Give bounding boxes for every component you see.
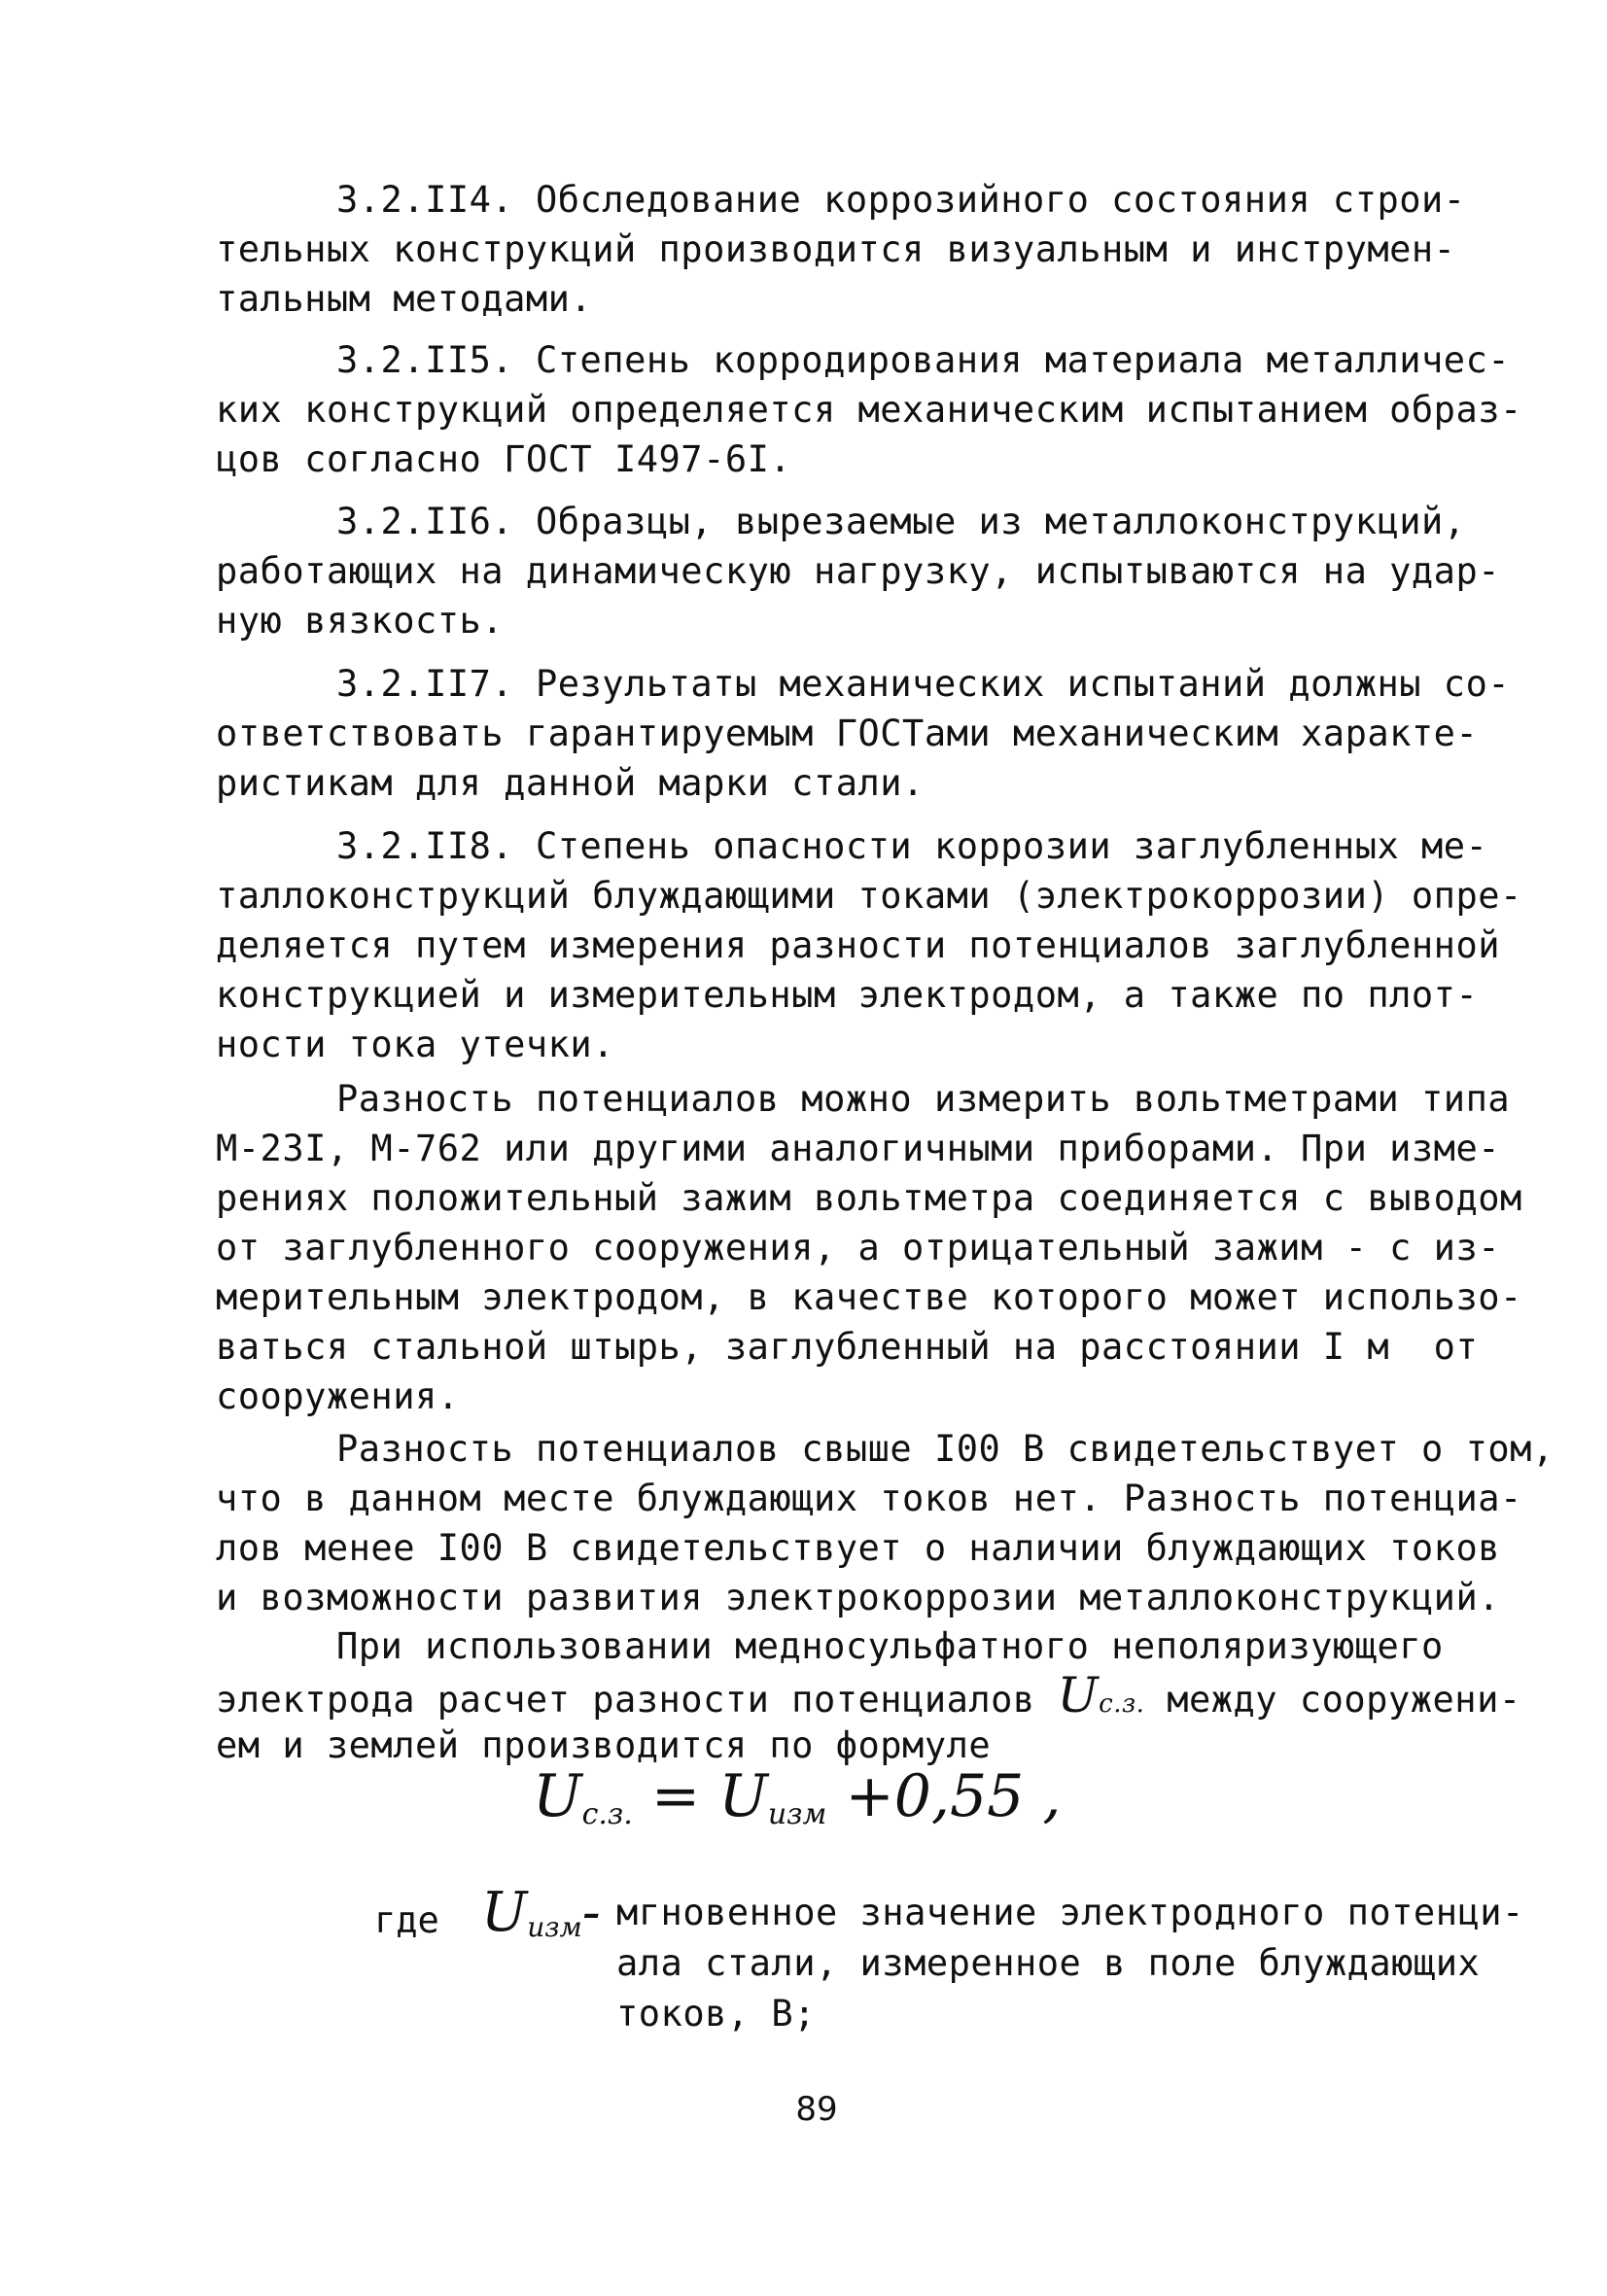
text-line: ответствовать гарантируемым ГОСТами механическим характе- xyxy=(216,713,1479,754)
text-line: мерительным электродом, в качестве которого может использо- xyxy=(216,1276,1522,1318)
formula-rhs-subscript: изм xyxy=(767,1797,827,1831)
formula xyxy=(533,1761,1061,1850)
page-number: 89 xyxy=(795,2090,838,2129)
text-line: ваться стальной штырь, заглубленный на расстоянии I м от xyxy=(216,1326,1479,1368)
text-line: ную вязкость. xyxy=(216,600,505,642)
where-label: где xyxy=(374,1899,439,1941)
where-symbol-subscript: изм xyxy=(527,1911,582,1943)
text-line: сооружения. xyxy=(216,1375,460,1417)
text-line: что в данном месте блуждающих токов нет. Разность потенциа- xyxy=(216,1478,1522,1519)
text-line: 3.2.II8. Степень опасности коррозии заглубленных ме- xyxy=(336,825,1488,867)
formula-rhs-symbol: U xyxy=(718,1762,768,1830)
text-line: работающих на динамическую нагрузку, испытываются на удар- xyxy=(216,550,1501,592)
text-fragment: электрода расчет разности потенциалов xyxy=(216,1679,1035,1721)
text-line: токов, В; xyxy=(616,1993,816,2035)
paragraph-3-2-115 xyxy=(216,335,1522,484)
text-line-with-symbol xyxy=(216,1667,1521,1723)
paragraph-threshold xyxy=(216,1424,1555,1622)
potential-symbol: U xyxy=(1057,1667,1100,1723)
text-line: При использовании медносульфатного неполяризующего xyxy=(336,1625,1444,1667)
formula-lhs-symbol: U xyxy=(533,1762,582,1830)
text-line: М-23I, М-762 или другими аналогичными приборами. При изме- xyxy=(216,1128,1501,1169)
where-definition xyxy=(616,1888,1524,2039)
text-line: цов согласно ГОСТ I497-6I. xyxy=(216,438,792,480)
text-line: конструкцией и измерительным электродом, а также по плот- xyxy=(216,974,1479,1016)
where-symbol xyxy=(481,1882,601,1959)
text-line: ала стали, измеренное в поле блуждающих xyxy=(616,1942,1481,1984)
paragraph-3-2-114 xyxy=(216,175,1466,324)
text-line: мгновенное значение электродного потенци- xyxy=(616,1892,1524,1933)
text-line: и возможности развития электрокоррозии металлоконструкций. xyxy=(216,1577,1501,1618)
text-line: Разность потенциалов можно измерить вольтметрами типа xyxy=(336,1078,1511,1120)
text-fragment: между сооружени- xyxy=(1167,1679,1521,1721)
where-dash: - xyxy=(581,1881,601,1944)
text-line: тельных конструкций производится визуальным и инструмен- xyxy=(216,228,1456,270)
text-line: деляется путем измерения разности потенциалов заглубленной xyxy=(216,924,1501,966)
text-line: от заглубленного сооружения, а отрицательный зажим - с из- xyxy=(216,1227,1501,1269)
formula-lhs-subscript: с.з. xyxy=(581,1797,633,1831)
text-line: ких конструкций определяется механическим испытанием образ- xyxy=(216,389,1522,431)
paragraph-voltmeter xyxy=(216,1074,1522,1421)
text-line: рениях положительный зажим вольтметра соединяется с выводом xyxy=(216,1177,1522,1219)
text-line: лов менее I00 В свидетельствует о наличии блуждающих токов xyxy=(216,1527,1501,1569)
potential-symbol-subscript: с.з. xyxy=(1099,1689,1145,1719)
paragraph-electrode xyxy=(216,1621,1521,1770)
text-line: Разность потенциалов свыше I00 В свидетельствует о том, xyxy=(336,1428,1555,1470)
formula-constant: +0,55 , xyxy=(826,1762,1062,1830)
text-line: ристикам для данной марки стали. xyxy=(216,762,925,804)
formula-equals: = xyxy=(632,1762,719,1830)
text-line: таллоконструкций блуждающими токами (электрокоррозии) опре- xyxy=(216,875,1522,917)
text-line: ем и землей производится по формуле xyxy=(216,1724,992,1766)
text-line: 3.2.II6. Образцы, вырезаемые из металлоконструкций, xyxy=(336,501,1466,542)
text-line: 3.2.II5. Степень корродирования материала металличес- xyxy=(336,339,1511,381)
paragraph-3-2-118 xyxy=(216,821,1522,1069)
text-line: 3.2.II7. Результаты механических испытаний должны со- xyxy=(336,663,1511,705)
text-line: 3.2.II4. Обследование коррозийного состояния строи- xyxy=(336,179,1466,221)
paragraph-3-2-117 xyxy=(216,659,1511,808)
where-symbol-letter: U xyxy=(481,1881,528,1944)
paragraph-3-2-116 xyxy=(216,497,1501,645)
text-line: ности тока утечки. xyxy=(216,1024,614,1065)
text-line: тальным методами. xyxy=(216,278,593,320)
